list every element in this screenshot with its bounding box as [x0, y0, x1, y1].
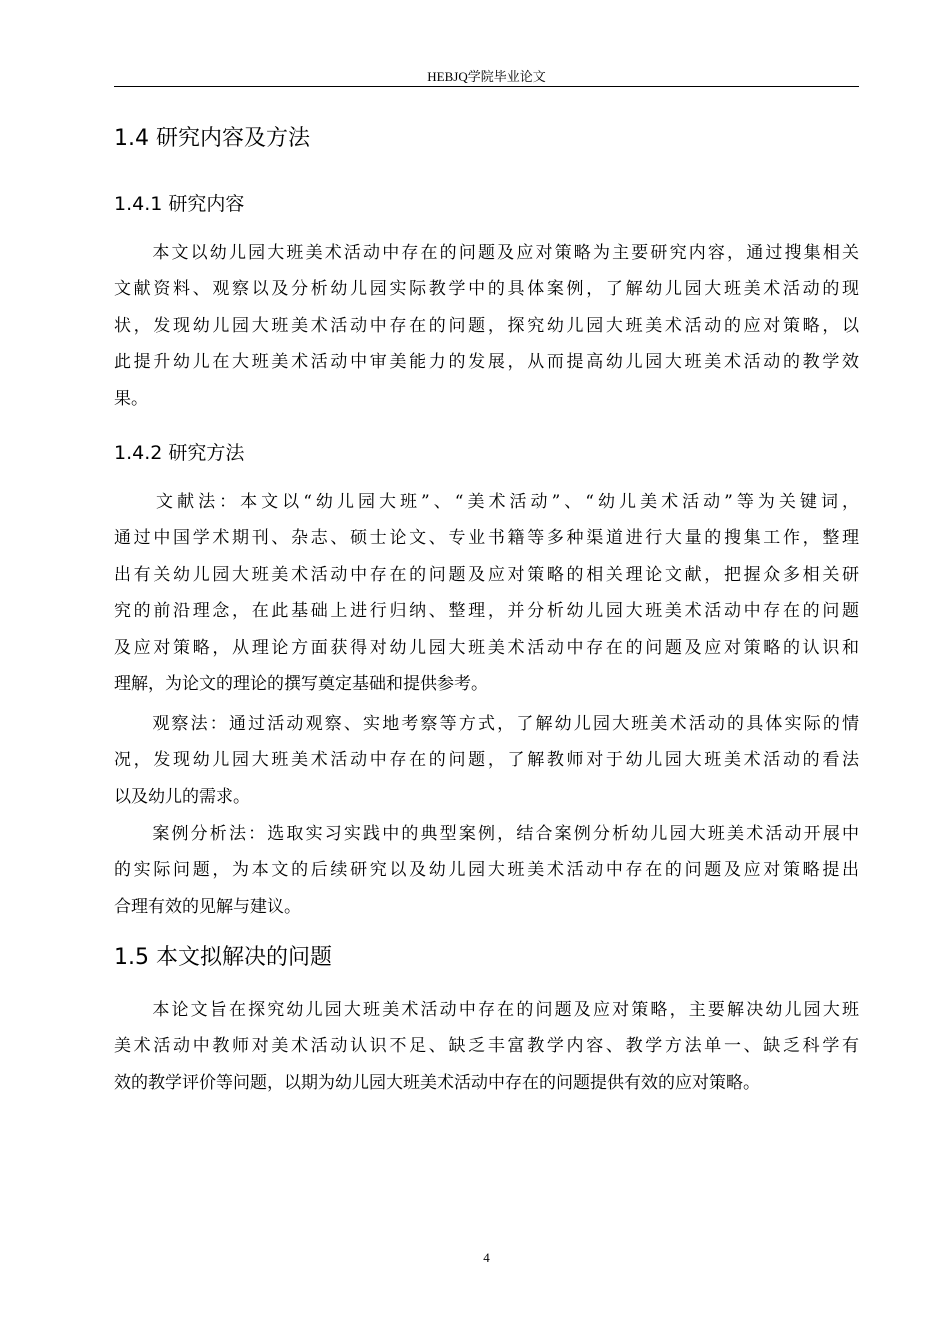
- paragraph: [114, 992, 859, 1101]
- text-line: 况，发现幼儿园大班美术活动中存在的问题，了解教师对于幼儿园大班美术活动的看法: [114, 750, 859, 771]
- text-line: 此提升幼儿在大班美术活动中审美能力的发展，从而提高幼儿园大班美术活动的教学效: [114, 352, 859, 373]
- text-line: 究的前沿理念，在此基础上进行归纳、整理，并分析幼儿园大班美术活动中存在的问题: [114, 601, 859, 622]
- paragraph: [114, 235, 859, 417]
- text-line: 状，发现幼儿园大班美术活动中存在的问题，探究幼儿园大班美术活动的应对策略，以: [114, 315, 859, 336]
- section-heading-1-4-1: 1.4.1 研究内容: [114, 193, 245, 215]
- text-line: 通过中国学术期刊、杂志、硕士论文、专业书籍等多种渠道进行大量的搜集工作，整理: [114, 528, 859, 549]
- text-line: 案例分析法：选取实习实践中的典型案例，结合案例分析幼儿园大班美术活动开展中: [114, 824, 859, 844]
- text-line: 出有关幼儿园大班美术活动中存在的问题及应对策略的相关理论文献，把握众多相关研: [114, 564, 859, 585]
- section-heading-1-4: 1.4 研究内容及方法: [114, 126, 310, 151]
- text-line: 合理有效的见解与建议。: [114, 896, 301, 917]
- header-rule: [114, 86, 859, 87]
- text-line: 文献法：本文以“幼儿园大班”、“美术活动”、“幼儿美术活动”等为关键词，: [114, 492, 859, 512]
- text-line: 果。: [114, 388, 148, 409]
- text-line: 观察法：通过活动观察、实地考察等方式，了解幼儿园大班美术活动的具体实际的情: [114, 714, 859, 734]
- text-line: 以及幼儿的需求。: [114, 786, 250, 807]
- page-number: 4: [483, 1250, 490, 1265]
- text-line: 效的教学评价等问题，以期为幼儿园大班美术活动中存在的问题提供有效的应对策略。: [114, 1072, 760, 1093]
- section-heading-1-4-2: 1.4.2 研究方法: [114, 442, 245, 464]
- section-heading-1-5: 1.5 本文拟解决的问题: [114, 945, 332, 970]
- text-line: 理解，为论文的理论的撰写奠定基础和提供参考。: [114, 674, 488, 695]
- text-line: 美术活动中教师对美术活动认识不足、缺乏丰富教学内容、教学方法单一、缺乏科学有: [114, 1036, 859, 1057]
- text-line: 文献资料、观察以及分析幼儿园实际教学中的具体案例，了解幼儿园大班美术活动的现: [114, 279, 859, 300]
- paragraph-case-method: [114, 816, 859, 925]
- text-line: 本文以幼儿园大班美术活动中存在的问题及应对策略为主要研究内容，通过搜集相关: [114, 243, 859, 263]
- paragraph-observation-method: [114, 706, 859, 815]
- text-line: 本论文旨在探究幼儿园大班美术活动中存在的问题及应对策略，主要解决幼儿园大班: [114, 1000, 859, 1020]
- paragraph-literature-method: [114, 484, 859, 702]
- text-line: 的实际问题，为本文的后续研究以及幼儿园大班美术活动中存在的问题及应对策略提出: [114, 860, 859, 881]
- running-header: HEBJQ学院毕业论文: [427, 69, 546, 84]
- text-line: 及应对策略，从理论方面获得对幼儿园大班美术活动中存在的问题及应对策略的认识和: [114, 637, 859, 658]
